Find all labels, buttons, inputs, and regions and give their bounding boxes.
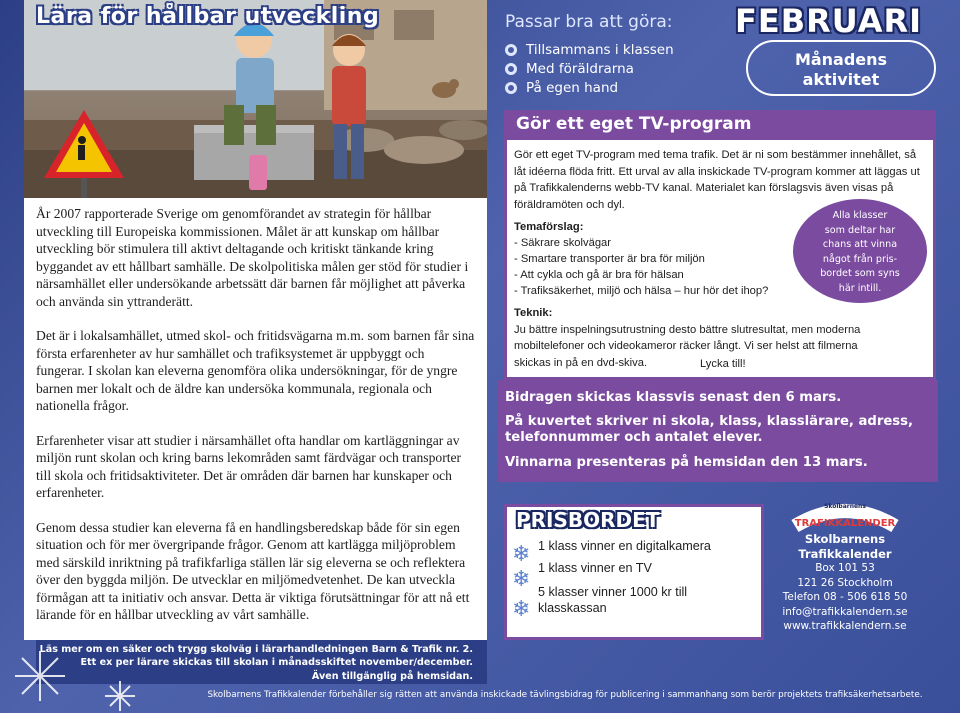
construction-illustration bbox=[24, 0, 487, 198]
phone: Telefon 08 - 506 618 50 bbox=[782, 591, 908, 603]
article-paragraph-3: Erfarenheter visar att studier i närsamhället ofta handlar om kartläggningar av miljön runt skolan och kring barns lekområden samt färdvägar och transporter till skola och fritidsaktiviteter. Det är områden där barnen har kunskaper och erfarenheter. bbox=[36, 432, 462, 500]
good-luck-text: Lycka till! bbox=[700, 358, 746, 370]
suitability-option-label: Tillsammans i klassen bbox=[526, 41, 674, 58]
logo-top-text: Skolbarnens bbox=[824, 503, 866, 510]
article-paragraph-2: Det är i lokalsamhället, utmed skol- och fritidsvägarna m.m. som barnen får sina första erfarenheter av hur samhället och trafiksystemet är uppbyggt och fungerar. I skolan kan eleverna genomföra olika undersökningar, för de yngre barnen mer lokalt och de äldre kan undersöka kommunala, regionala och nationella frågor. bbox=[36, 328, 475, 413]
theme-heading: Temaförslag: bbox=[514, 221, 584, 233]
callout-line: Alla klasser bbox=[832, 210, 888, 221]
postbox: Box 101 53 bbox=[815, 562, 875, 574]
suitability-option bbox=[505, 59, 674, 78]
handbook-note-line: Även tillgänglig på hemsidan. bbox=[311, 670, 473, 682]
suitability-option-label: Med föräldrarna bbox=[526, 60, 634, 77]
handbook-note-line: Läs mer om en säker och trygg skolväg i lärarhandledningen Barn & Trafik nr. 2. bbox=[39, 644, 473, 655]
month-activity-badge bbox=[746, 40, 936, 96]
callout-line: här intill. bbox=[838, 282, 882, 294]
technique-heading: Teknik: bbox=[514, 307, 553, 319]
month-badge-line: Månadens bbox=[794, 50, 888, 69]
radio-circle-icon bbox=[505, 63, 517, 75]
suitability-option bbox=[505, 78, 674, 97]
theme-suggestions bbox=[514, 219, 814, 299]
month-badge-line: aktivitet bbox=[802, 70, 880, 89]
radio-circle-icon bbox=[505, 82, 517, 94]
snowflake-icon: ❄ bbox=[512, 541, 531, 566]
snowflake-decoration-icon bbox=[0, 636, 200, 713]
page-title: Lära för hållbar utveckling bbox=[36, 4, 380, 29]
prize-item: 1 klass vinner en TV bbox=[538, 561, 652, 575]
website-link[interactable]: www.trafikkalendern.se bbox=[783, 620, 907, 632]
callout-line: som deltar har bbox=[824, 224, 896, 236]
suitability-option bbox=[505, 40, 674, 59]
theme-item: - Trafiksäkerhet, miljö och hälsa – hur hör det ihop? bbox=[514, 285, 769, 297]
prize-item: 1 klass vinner en digitalkamera bbox=[538, 539, 711, 553]
city: 121 26 Stockholm bbox=[797, 576, 893, 589]
radio-circle-icon bbox=[505, 44, 517, 56]
envelope-instructions: På kuvertet skriver ni skola, klass, klasslärare, adress, telefonnummer och antalet elever. bbox=[505, 414, 914, 445]
prize-item: 5 klasser vinner 1000 kr till klasskassan bbox=[538, 585, 688, 615]
org-name: Skolbarnens bbox=[804, 532, 886, 546]
callout-line: något från pris- bbox=[822, 253, 898, 265]
article-body bbox=[36, 205, 476, 641]
tv-program-title: Gör ett eget TV-program bbox=[516, 114, 752, 134]
footer-disclaimer: Skolbarnens Trafikkalender förbehåller sig rätten att använda inskickade tävlingsbidrag för publicering i sammanhang som berör projektets trafiksäkerhetsarbete. bbox=[207, 690, 923, 700]
snowflake-icon: ❄ bbox=[512, 566, 531, 591]
article-paragraph-1: År 2007 rapporterade Sverige om genomförandet av strategin för hållbar utveckling till Europeiska kommissionen. Målet är att kunskap om hållbar utveckling bör stimulera till aktivt deltagande och kritiskt tänkande kring byggandet av ett hållbart samhälle. De skolpolitiska målen ger stöd för studier i närsamhället eller undersökande arbetssätt där barnen får möjlighet att påverka och använda sin yttranderätt. bbox=[36, 206, 469, 309]
snowflake-icon: ❄ bbox=[512, 596, 531, 621]
winners-announcement: Vinnarna presenteras på hemsidan den 13 mars. bbox=[505, 455, 868, 470]
tv-program-intro: Gör ett eget TV-program med tema trafik. Det är ni som bestämmer innehållet, så låt idéerna flöda fritt. Ett urval av alla inskickade TV-program kommer att läggas ut på Trafikkalenderns webb-TV kanal. Materialet kan förslagsvis även visas på föräldramöten och dyl. bbox=[514, 149, 920, 211]
technique-text: Ju bättre inspelningsutrustning desto bättre slutresultat, men moderna mobiltelefoner och videokameror räcker långt. Vi ser helst att filmerna skickas in på en dvd-skiva. bbox=[514, 323, 861, 369]
suitability-options bbox=[505, 40, 674, 97]
callout-line: bordet som syns bbox=[820, 268, 900, 280]
article-paragraph-4: Genom dessa studier kan eleverna få en handlingsberedskap både för sin egen situation och för mer övergripande frågor. Genom att kartlägga miljöproblem med särskild inriktning på trafikfarliga ställen lär sig eleverna se och reflektera över den byggda miljön. De utvecklar en miljömedvetenhet. De kan utveckla förmågan att ta initiativ och ansvar. Detta är viktiga förutsättningar för att nå ett lärande för en hållbar utveckling av vårt samhälle. bbox=[36, 519, 470, 622]
prize-table-title: PRISBORDET bbox=[516, 508, 660, 532]
logo-main-text: TRAFIKKALENDER bbox=[794, 518, 896, 529]
email-link[interactable]: info@trafikkalendern.se bbox=[782, 605, 908, 618]
callout-line: chans att vinna bbox=[822, 239, 898, 251]
suitability-option-label: På egen hand bbox=[526, 79, 619, 96]
construction-scene-image bbox=[24, 0, 487, 198]
contact-address bbox=[770, 532, 920, 634]
theme-item: - Säkrare skolvägar bbox=[514, 237, 611, 249]
prize-callout-bubble bbox=[793, 199, 927, 303]
suitability-heading: Passar bra att göra: bbox=[505, 12, 673, 32]
theme-item: - Att cykla och gå är bra för hälsan bbox=[514, 269, 684, 281]
org-name: Trafikkalender bbox=[798, 546, 892, 561]
handbook-note-line: Ett ex per lärare skickas till skolan i månadsskiftet november/december. bbox=[80, 657, 473, 669]
month-title: FEBRUARI bbox=[735, 2, 923, 40]
deadline-text: Bidragen skickas klassvis senast den 6 mars. bbox=[505, 390, 842, 405]
theme-item: - Smartare transporter är bra för miljön bbox=[514, 253, 705, 265]
